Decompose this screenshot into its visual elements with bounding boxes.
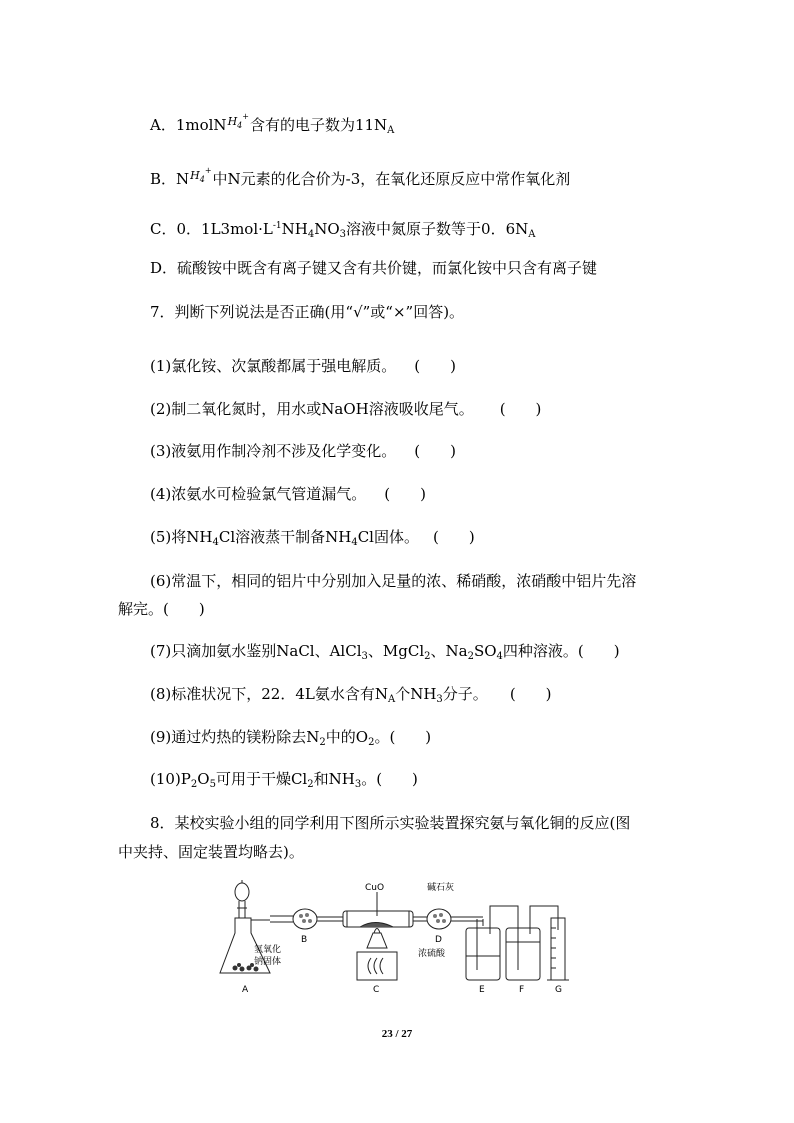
q7-item-1: (1)氯化铵、次氯酸都属于强电解质。 ( ) <box>150 357 456 375</box>
q7-item-5: (5)将$NH_4Cl$溶液蒸干制备$NH_4Cl$固体。 ( ) <box>150 528 475 548</box>
q7-item-6-line1: (6)常温下，相同的铝片中分别加入足量的浓、稀硝酸，浓硝酸中铝片先溶 <box>150 572 637 590</box>
q7-item-7: (7)只滴加氨水鉴别NaCl、AlCl$_3$、MgCl$_2$、$Na_2SO_4$四种溶液。( ) <box>150 642 620 662</box>
label-c: C <box>373 985 380 995</box>
question-8-line2: 中夹持、固定装置均略去)。 <box>118 843 304 861</box>
apparatus-b-drying-tube <box>293 909 343 929</box>
question-8-line1: 8．某校实验小组的同学利用下图所示实验装置探究氨与氧化铜的反应(图 <box>150 814 631 832</box>
q7-item-3: (3)液氨用作制冷剂不涉及化学变化。 ( ) <box>150 442 456 460</box>
q7-item-4: (4)浓氨水可检验氯气管道漏气。 ( ) <box>150 485 426 503</box>
apparatus-c-heated-tube <box>343 892 413 980</box>
label-f: F <box>519 985 525 995</box>
q7-item-10: $(10)P_2O_5$可用于干燥$Cl_2$和$NH_3$。( ) <box>150 770 418 790</box>
label-naoh-1: 氢氧化 <box>254 945 282 955</box>
page-number: 23 / 27 <box>381 1028 413 1040</box>
answer-blank[interactable]: ( ) <box>499 400 542 418</box>
answer-blank[interactable]: ( ) <box>384 485 426 503</box>
label-cuo: CuO <box>365 883 385 893</box>
option-b: B．$NH_4^+$中N元素的化合价为-3，在氧化还原反应中常作氧化剂 <box>150 166 570 195</box>
answer-blank[interactable]: ( ) <box>414 442 456 460</box>
label-soda-lime: 碱石灰 <box>427 883 455 893</box>
label-b: B <box>301 935 308 945</box>
q7-item-8: (8)标准状况下，22．4L氨水含有$N_A$个$NH_3$分子。 ( ) <box>150 685 552 705</box>
answer-blank[interactable]: ( ) <box>432 528 475 546</box>
apparatus-f-wash-bottle <box>506 906 558 980</box>
label-e: E <box>479 985 485 995</box>
option-c: C．0．$1L3mol\cdot L^{-1}NH_4NO_3$溶液中氮原子数等于0．$6N_A$ <box>150 220 536 240</box>
apparatus-d-drying-tube <box>427 909 483 929</box>
label-g: G <box>555 985 562 995</box>
q7-item-6-line2: 解完。( ) <box>118 600 205 618</box>
label-d: D <box>435 935 442 945</box>
label-a: A <box>242 985 249 995</box>
label-naoh-2: 钠固体 <box>254 957 282 967</box>
ammonium-ion: $H_4^+$ <box>227 112 249 130</box>
q7-item-9: (9)通过灼热的镁粉除去$N_2$中的$O_2$。( ) <box>150 728 432 748</box>
q7-item-2: (2)制二氧化氮时，用水或NaOH溶液吸收尾气。 ( ) <box>150 400 542 418</box>
apparatus-diagram <box>215 878 580 998</box>
label-conc-acid: 浓硫酸 <box>418 949 446 959</box>
option-a: A．1molNH$_4$+含有的电子数为$11N_A$ <box>150 112 394 141</box>
ammonium-ion: $H_4^+$ <box>190 166 212 184</box>
answer-blank[interactable]: ( ) <box>414 357 456 375</box>
option-d: D．硫酸铵中既含有离子键又含有共价键，而氯化铵中只含有离子键 <box>150 259 598 277</box>
question-7-stem: 7．判断下列说法是否正确(用“√”或“×”回答)。 <box>150 303 465 321</box>
answer-blank[interactable]: ( ) <box>509 685 552 703</box>
